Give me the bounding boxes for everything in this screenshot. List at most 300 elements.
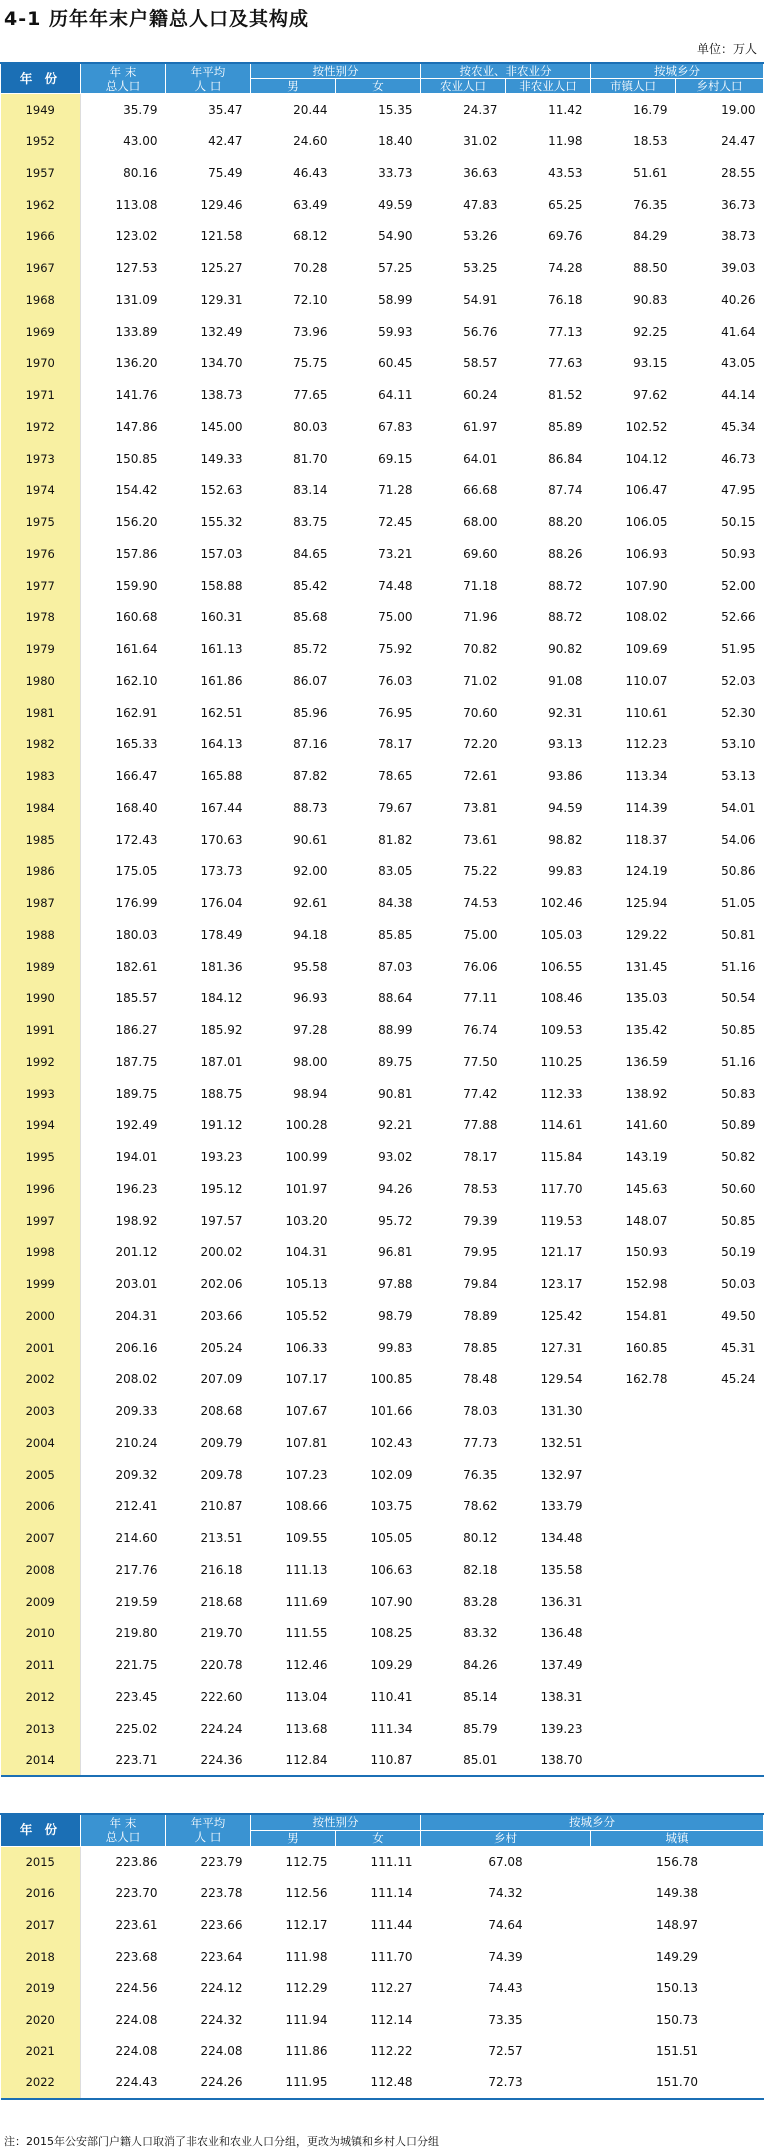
value-cell: 139.23 — [540, 1721, 583, 1736]
value-cell: 219.59 — [115, 1594, 158, 1609]
value-cell: 76.74 — [463, 1023, 498, 1038]
year-cell: 1982 — [1, 729, 81, 761]
value-cell: 43.05 — [721, 356, 756, 371]
table-row — [1, 1649, 764, 1681]
value-cell: 162.51 — [200, 705, 243, 720]
value-cell: 109.69 — [625, 642, 668, 657]
value-cell: 205.24 — [200, 1340, 243, 1355]
value-cell: 93.13 — [548, 737, 583, 752]
value-cell — [591, 1522, 676, 1554]
value-cell: 50.93 — [721, 546, 756, 561]
value-cell: 96.93 — [293, 991, 328, 1006]
value-cell: 65.25 — [548, 197, 583, 212]
value-cell: 112.56 — [285, 1886, 328, 1901]
value-cell: 106.33 — [285, 1340, 328, 1355]
table-row — [1, 1878, 764, 1910]
value-cell: 72.10 — [293, 292, 328, 307]
value-cell: 67.08 — [488, 1855, 523, 1870]
value-cell: 75.92 — [378, 642, 413, 657]
table-row — [1, 1110, 764, 1142]
value-cell: 111.86 — [285, 2044, 328, 2059]
year-cell: 2000 — [1, 1300, 81, 1332]
year-cell: 1972 — [1, 411, 81, 443]
value-cell: 223.78 — [200, 1886, 243, 1901]
table-row — [1, 1972, 764, 2004]
value-cell: 106.47 — [625, 483, 668, 498]
value-cell: 83.05 — [378, 864, 413, 879]
value-cell: 33.73 — [378, 165, 413, 180]
value-cell: 107.23 — [285, 1467, 328, 1482]
value-cell: 101.97 — [285, 1181, 328, 1196]
value-cell: 195.12 — [200, 1181, 243, 1196]
value-cell: 87.03 — [378, 959, 413, 974]
header-year: 年 份 — [1, 63, 81, 94]
value-cell: 93.15 — [633, 356, 668, 371]
value-cell: 109.53 — [540, 1023, 583, 1038]
year-cell: 1987 — [1, 887, 81, 919]
value-cell: 81.82 — [378, 832, 413, 847]
value-cell: 103.75 — [370, 1499, 413, 1514]
year-cell: 1979 — [1, 633, 81, 665]
value-cell: 221.75 — [115, 1658, 158, 1673]
value-cell: 108.66 — [285, 1499, 328, 1514]
value-cell: 85.42 — [293, 578, 328, 593]
header-total: 年 末 总人口 — [81, 63, 166, 94]
value-cell: 143.19 — [625, 1150, 668, 1165]
value-cell: 102.52 — [625, 419, 668, 434]
table-row — [1, 2004, 764, 2036]
value-cell: 53.10 — [721, 737, 756, 752]
value-cell: 151.51 — [656, 2044, 698, 2059]
value-cell: 73.21 — [378, 546, 413, 561]
value-cell — [591, 1427, 676, 1459]
table-row — [1, 94, 764, 126]
value-cell: 141.60 — [625, 1118, 668, 1133]
table-row — [1, 1618, 764, 1650]
value-cell: 147.86 — [115, 419, 158, 434]
value-cell: 209.78 — [200, 1467, 243, 1482]
table-row — [1, 665, 764, 697]
value-cell: 72.57 — [488, 2044, 523, 2059]
value-cell: 121.58 — [200, 229, 243, 244]
value-cell: 111.55 — [285, 1626, 328, 1641]
value-cell: 74.32 — [488, 1886, 523, 1901]
value-cell: 71.28 — [378, 483, 413, 498]
table-row — [1, 1941, 764, 1973]
value-cell: 74.43 — [488, 1981, 523, 1996]
year-cell: 1999 — [1, 1268, 81, 1300]
year-cell: 1966 — [1, 221, 81, 253]
value-cell: 90.82 — [548, 642, 583, 657]
table1-body — [1, 94, 764, 1777]
value-cell: 187.75 — [115, 1054, 158, 1069]
value-cell: 150.93 — [625, 1245, 668, 1260]
table-row — [1, 1332, 764, 1364]
value-cell: 103.20 — [285, 1213, 328, 1228]
value-cell: 11.42 — [548, 102, 583, 117]
value-cell: 187.01 — [200, 1054, 243, 1069]
value-cell: 112.23 — [625, 737, 668, 752]
value-cell: 76.35 — [633, 197, 668, 212]
value-cell: 86.07 — [293, 673, 328, 688]
value-cell: 80.03 — [293, 419, 328, 434]
value-cell — [591, 1713, 676, 1745]
year-cell: 1962 — [1, 189, 81, 221]
value-cell: 164.13 — [200, 737, 243, 752]
value-cell: 134.70 — [200, 356, 243, 371]
table-row — [1, 348, 764, 380]
value-cell: 217.76 — [115, 1562, 158, 1577]
value-cell: 85.96 — [293, 705, 328, 720]
value-cell — [676, 1745, 764, 1777]
header-year: 年 份 — [1, 1814, 81, 1846]
value-cell — [591, 1618, 676, 1650]
table-row — [1, 824, 764, 856]
table-row — [1, 475, 764, 507]
value-cell: 149.33 — [200, 451, 243, 466]
value-cell: 19.00 — [721, 102, 756, 117]
value-cell: 72.45 — [378, 515, 413, 530]
value-cell: 50.60 — [721, 1181, 756, 1196]
value-cell: 107.81 — [285, 1435, 328, 1450]
header-male: 男 — [251, 1830, 336, 1846]
value-cell: 119.53 — [540, 1213, 583, 1228]
value-cell: 166.47 — [115, 769, 158, 784]
value-cell: 72.20 — [463, 737, 498, 752]
header-nonagri: 非农业人口 — [506, 79, 591, 94]
table-row — [1, 2067, 764, 2099]
value-cell: 97.88 — [378, 1277, 413, 1292]
table-row — [1, 792, 764, 824]
value-cell: 112.48 — [336, 2067, 421, 2099]
value-cell: 18.40 — [378, 134, 413, 149]
header-by-sex: 按性别分 — [251, 1814, 421, 1830]
table-row — [1, 443, 764, 475]
year-cell: 1978 — [1, 602, 81, 634]
value-cell: 87.16 — [293, 737, 328, 752]
value-cell: 43.53 — [548, 165, 583, 180]
value-cell: 111.70 — [370, 1949, 413, 1964]
value-cell: 64.11 — [378, 388, 413, 403]
value-cell: 123.17 — [540, 1277, 583, 1292]
table-row — [1, 983, 764, 1015]
value-cell: 112.46 — [285, 1658, 328, 1673]
value-cell: 194.01 — [115, 1150, 158, 1165]
value-cell — [676, 1522, 764, 1554]
year-cell: 2010 — [1, 1618, 81, 1650]
value-cell — [591, 1459, 676, 1491]
value-cell: 204.31 — [115, 1308, 158, 1323]
value-cell: 102.09 — [370, 1467, 413, 1482]
value-cell: 87.74 — [548, 483, 583, 498]
value-cell: 102.46 — [540, 896, 583, 911]
value-cell — [591, 1649, 676, 1681]
value-cell — [676, 1459, 764, 1491]
value-cell: 114.39 — [625, 800, 668, 815]
table-row — [1, 1173, 764, 1205]
year-cell: 1996 — [1, 1173, 81, 1205]
value-cell: 56.76 — [463, 324, 498, 339]
value-cell: 223.66 — [200, 1917, 243, 1932]
value-cell: 223.61 — [115, 1917, 158, 1932]
year-cell: 2022 — [1, 2067, 81, 2099]
value-cell: 75.75 — [293, 356, 328, 371]
value-cell: 43.00 — [123, 134, 158, 149]
value-cell: 95.72 — [378, 1213, 413, 1228]
table-row — [1, 1078, 764, 1110]
value-cell: 225.02 — [115, 1721, 158, 1736]
value-cell: 193.23 — [200, 1150, 243, 1165]
year-cell: 1998 — [1, 1237, 81, 1269]
value-cell: 213.51 — [200, 1531, 243, 1546]
value-cell: 46.73 — [721, 451, 756, 466]
value-cell: 69.76 — [548, 229, 583, 244]
value-cell: 218.68 — [200, 1594, 243, 1609]
value-cell: 219.80 — [115, 1626, 158, 1641]
value-cell: 210.87 — [200, 1499, 243, 1514]
value-cell: 203.66 — [200, 1308, 243, 1323]
table-row — [1, 221, 764, 253]
value-cell: 50.54 — [721, 991, 756, 1006]
value-cell: 87.82 — [293, 769, 328, 784]
year-cell: 1983 — [1, 760, 81, 792]
table-row — [1, 1909, 764, 1941]
value-cell: 85.89 — [548, 419, 583, 434]
value-cell: 31.02 — [463, 134, 498, 149]
value-cell: 112.17 — [285, 1917, 328, 1932]
year-cell: 1971 — [1, 379, 81, 411]
value-cell: 81.52 — [548, 388, 583, 403]
value-cell: 125.42 — [540, 1308, 583, 1323]
value-cell: 132.51 — [540, 1435, 583, 1450]
value-cell: 106.93 — [625, 546, 668, 561]
value-cell: 78.17 — [378, 737, 413, 752]
value-cell: 74.53 — [463, 896, 498, 911]
value-cell: 113.08 — [115, 197, 158, 212]
header-male: 男 — [251, 79, 336, 94]
value-cell: 156.78 — [656, 1855, 698, 1870]
value-cell: 69.15 — [378, 451, 413, 466]
value-cell: 76.18 — [548, 292, 583, 307]
value-cell: 41.64 — [721, 324, 756, 339]
value-cell: 76.95 — [378, 705, 413, 720]
value-cell: 84.38 — [378, 896, 413, 911]
value-cell: 176.04 — [200, 896, 243, 911]
value-cell: 145.63 — [625, 1181, 668, 1196]
value-cell: 70.60 — [463, 705, 498, 720]
value-cell: 57.25 — [378, 261, 413, 276]
value-cell: 54.90 — [378, 229, 413, 244]
value-cell: 223.86 — [115, 1855, 158, 1870]
value-cell: 107.67 — [285, 1404, 328, 1419]
value-cell: 156.20 — [115, 515, 158, 530]
value-cell: 181.36 — [200, 959, 243, 974]
value-cell: 121.17 — [540, 1245, 583, 1260]
value-cell: 110.25 — [540, 1054, 583, 1069]
value-cell: 165.88 — [200, 769, 243, 784]
value-cell: 107.90 — [625, 578, 668, 593]
value-cell: 112.84 — [251, 1745, 336, 1777]
value-cell: 28.55 — [721, 165, 756, 180]
value-cell: 129.31 — [200, 292, 243, 307]
value-cell: 80.16 — [123, 165, 158, 180]
value-cell: 191.12 — [200, 1118, 243, 1133]
value-cell: 210.24 — [115, 1435, 158, 1450]
header-by-agri: 按农业、非农业分 — [421, 63, 591, 79]
value-cell — [676, 1681, 764, 1713]
value-cell: 72.61 — [463, 769, 498, 784]
value-cell: 77.88 — [463, 1118, 498, 1133]
value-cell: 51.61 — [633, 165, 668, 180]
value-cell: 161.13 — [200, 642, 243, 657]
header-female: 女 — [336, 79, 421, 94]
table-row — [1, 189, 764, 221]
value-cell: 154.81 — [625, 1308, 668, 1323]
value-cell: 192.49 — [115, 1118, 158, 1133]
year-cell: 1992 — [1, 1046, 81, 1078]
value-cell: 112.27 — [370, 1981, 413, 1996]
year-cell: 2017 — [1, 1909, 81, 1941]
value-cell: 212.41 — [115, 1499, 158, 1514]
value-cell: 203.01 — [115, 1277, 158, 1292]
header-by-urban: 按城乡分 — [421, 1814, 764, 1830]
table-row — [1, 252, 764, 284]
year-cell: 2021 — [1, 2036, 81, 2068]
value-cell: 90.83 — [633, 292, 668, 307]
value-cell: 112.22 — [370, 2044, 413, 2059]
value-cell: 88.50 — [633, 261, 668, 276]
value-cell — [591, 1586, 676, 1618]
value-cell: 90.81 — [378, 1086, 413, 1101]
value-cell: 107.90 — [370, 1594, 413, 1609]
value-cell: 97.62 — [633, 388, 668, 403]
value-cell: 88.72 — [548, 578, 583, 593]
value-cell: 111.34 — [370, 1721, 413, 1736]
value-cell: 133.79 — [540, 1499, 583, 1514]
value-cell: 88.20 — [548, 515, 583, 530]
value-cell: 111.44 — [370, 1917, 413, 1932]
value-cell: 160.31 — [200, 610, 243, 625]
value-cell: 73.61 — [463, 832, 498, 847]
value-cell: 105.52 — [285, 1308, 328, 1323]
value-cell: 98.94 — [293, 1086, 328, 1101]
table-row — [1, 316, 764, 348]
value-cell: 71.96 — [463, 610, 498, 625]
value-cell: 99.83 — [378, 1340, 413, 1355]
value-cell: 141.76 — [115, 388, 158, 403]
value-cell: 85.68 — [293, 610, 328, 625]
value-cell: 79.39 — [463, 1213, 498, 1228]
header-urban: 城镇 — [591, 1830, 764, 1846]
value-cell: 111.98 — [285, 1949, 328, 1964]
unit-label: 单位：万人 — [696, 42, 757, 56]
value-cell: 136.48 — [540, 1626, 583, 1641]
value-cell: 149.38 — [656, 1886, 698, 1901]
value-cell: 125.94 — [625, 896, 668, 911]
value-cell: 76.03 — [378, 673, 413, 688]
value-cell: 132.97 — [540, 1467, 583, 1482]
table-row — [1, 1491, 764, 1523]
year-cell: 1995 — [1, 1141, 81, 1173]
value-cell: 110.41 — [370, 1689, 413, 1704]
year-cell: 2005 — [1, 1459, 81, 1491]
year-cell: 1984 — [1, 792, 81, 824]
value-cell: 197.57 — [200, 1213, 243, 1228]
header-rural: 乡村人口 — [676, 79, 764, 94]
value-cell: 39.03 — [721, 261, 756, 276]
value-cell: 131.09 — [115, 292, 158, 307]
value-cell: 45.31 — [721, 1340, 756, 1355]
year-cell: 1991 — [1, 1014, 81, 1046]
value-cell: 40.26 — [721, 292, 756, 307]
year-cell: 1976 — [1, 538, 81, 570]
value-cell: 100.28 — [285, 1118, 328, 1133]
value-cell: 165.33 — [115, 737, 158, 752]
value-cell: 138.73 — [200, 388, 243, 403]
year-cell: 1957 — [1, 157, 81, 189]
value-cell: 188.75 — [200, 1086, 243, 1101]
value-cell: 115.84 — [540, 1150, 583, 1165]
value-cell: 91.08 — [548, 673, 583, 688]
table-row — [1, 1141, 764, 1173]
value-cell: 68.12 — [293, 229, 328, 244]
value-cell: 223.79 — [200, 1855, 243, 1870]
year-cell: 1974 — [1, 475, 81, 507]
value-cell: 74.28 — [548, 261, 583, 276]
value-cell: 161.64 — [115, 642, 158, 657]
value-cell: 85.79 — [463, 1721, 498, 1736]
value-cell: 111.11 — [370, 1855, 413, 1870]
value-cell: 78.53 — [463, 1181, 498, 1196]
value-cell: 112.33 — [540, 1086, 583, 1101]
value-cell: 114.61 — [540, 1118, 583, 1133]
year-cell: 2006 — [1, 1491, 81, 1523]
value-cell: 106.63 — [370, 1562, 413, 1577]
year-cell: 2012 — [1, 1681, 81, 1713]
value-cell: 155.32 — [200, 515, 243, 530]
value-cell: 75.00 — [378, 610, 413, 625]
value-cell: 11.98 — [548, 134, 583, 149]
value-cell — [676, 1554, 764, 1586]
value-cell: 127.31 — [540, 1340, 583, 1355]
value-cell: 93.02 — [378, 1150, 413, 1165]
year-cell: 1994 — [1, 1110, 81, 1142]
value-cell: 109.29 — [370, 1658, 413, 1673]
value-cell: 50.82 — [721, 1150, 756, 1165]
value-cell: 224.24 — [200, 1721, 243, 1736]
value-cell: 161.86 — [200, 673, 243, 688]
value-cell: 54.91 — [463, 292, 498, 307]
header-agri: 农业人口 — [421, 79, 506, 94]
value-cell: 198.92 — [115, 1213, 158, 1228]
table-row — [1, 1745, 764, 1777]
value-cell: 36.73 — [721, 197, 756, 212]
value-cell — [676, 1491, 764, 1523]
value-cell: 216.18 — [200, 1562, 243, 1577]
value-cell: 224.43 — [81, 2067, 166, 2099]
value-cell: 105.13 — [285, 1277, 328, 1292]
value-cell — [591, 1745, 676, 1777]
value-cell: 67.83 — [378, 419, 413, 434]
value-cell: 58.57 — [463, 356, 498, 371]
value-cell: 88.99 — [378, 1023, 413, 1038]
value-cell: 129.46 — [200, 197, 243, 212]
value-cell: 53.13 — [721, 769, 756, 784]
value-cell: 24.47 — [721, 134, 756, 149]
value-cell: 106.05 — [625, 515, 668, 530]
footnote: 注：2015年公安部门户籍人口取消了非农业和农业人口分组，更改为城镇和乡村人口分组 — [4, 2135, 439, 2148]
value-cell: 148.07 — [625, 1213, 668, 1228]
